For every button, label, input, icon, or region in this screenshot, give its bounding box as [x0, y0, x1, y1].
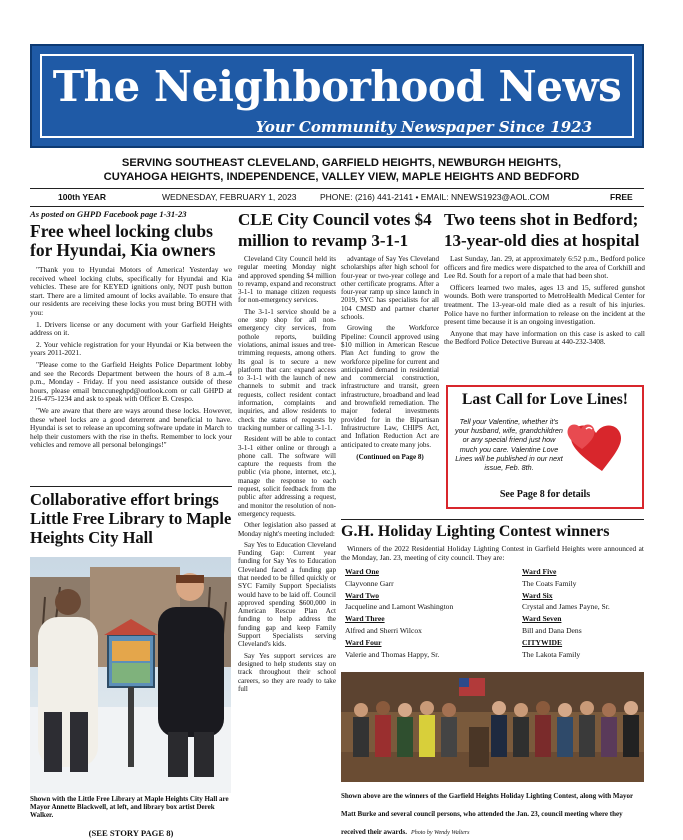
library-headline: Collaborative effort brings Little Free Library to Maple Heights City Hall: [30, 490, 232, 547]
paragraph: "Thank you to Hyundai Motors of America! Yesterday we received wheel locking clubs, specifically for Hyundai and Kia vehicles. These are for KEYED ignitions only, NOT push button start. There are a limited amount of locks available. To ensure that our residents are receiving these locks you must bring BOTH with you:: [30, 265, 232, 317]
paragraph: "We are aware that there are ways around these locks. However, these wheel locks are a good deterrent and beneficial to have. Hyundai is set to release an upcoming software update in March to help their customers with the rise in thefts. Remember to lock your vehicles and remove all personal belongings!": [30, 405, 232, 450]
library-article: [30, 490, 232, 547]
library-caption: Shown with the Little Free Library at Maple Heights City Hall are Mayor Annette Blackwell, at left, and library box artist Derek Walker.: [30, 795, 229, 819]
holiday-caption: Shown above are the winners of the Garfield Heights Holiday Lighting Contest, along with Mayor Matt Burke and several council persons, who attended the Jan. 23, council meeting where they received their awards.: [341, 792, 634, 836]
newspaper-title: The Neighborhood News: [52, 62, 622, 111]
paragraph: "Please come to the Garfield Heights Police Department lobby and see the Records Department between the hours of 8 a.m.-4 p.m., Monday - Friday. If you need assistance outside of these hours, please email bmccuneghpd@outlook.com or call GHPD at 216-475-1234 and ask to speak with Officer B. Crespo.: [30, 359, 232, 404]
library-photo: [30, 557, 231, 793]
ward-label: Ward Five: [522, 567, 557, 576]
holiday-article: [341, 521, 644, 562]
divider: [341, 519, 644, 520]
newspaper-subtitle: Your Community Newspaper Since 1923: [255, 118, 592, 136]
love-headline: Last Call for Love Lines!: [462, 391, 628, 408]
holiday-intro: Winners of the 2022 Residential Holiday Lighting Contest in Garfield Heights were announced at the Monday, Jan. 23, meeting of city council. They are:: [341, 544, 644, 562]
bedford-article: [444, 209, 645, 351]
holiday-winners-photo: [341, 672, 644, 782]
winner-name: Crystal and James Payne, Sr.: [522, 602, 610, 612]
winners-left: [345, 566, 495, 660]
issue-date: WEDNESDAY, FEBRUARY 1, 2023: [162, 192, 297, 202]
ward-label: Ward Two: [345, 590, 380, 600]
masthead-frame: [40, 54, 634, 138]
paragraph: Say Yes to Education Cleveland Funding Gap: Current year funding for Say Yes to Education Cleveland faced a funding gap that needed to be filled quickly or SYC Family Support Specialists would have to be laid off. Council approved spending $600,000 in American Rescue Plan Act funding to help address the funding gap and keep Family Support Specialists serving Cleveland's kids.: [238, 540, 336, 649]
issue-info-bar: [30, 188, 644, 207]
holiday-headline: G.H. Holiday Lighting Contest winners: [341, 523, 610, 540]
serving-line-1: SERVING SOUTHEAST CLEVELAND, GARFIELD HEIGHTS, NEWBURGH HEIGHTS,: [121, 157, 562, 169]
wheel-lock-article: [30, 209, 232, 454]
ward-label: CITYWIDE: [522, 637, 563, 647]
paragraph: 1. Drivers license or any document with your Garfield Heights address on it.: [30, 319, 232, 338]
winner-name: The Lakota Family: [522, 649, 581, 659]
bedford-headline: Two teens shot in Bedford; 13-year-old dies at hospital: [444, 210, 640, 250]
cle-headline: CLE City Council votes $4 million to revamp 3-1-1: [238, 210, 432, 250]
photo-credit: Photo by Wendy Walters: [411, 830, 470, 836]
divider: [30, 486, 232, 487]
cle-body-col-2: [341, 255, 439, 461]
winner-name: Clayvonne Garr: [345, 578, 394, 588]
masthead: [30, 44, 644, 148]
paragraph: 2. Your vehicle registration for your Hyundai or Kia between the years 2011-2021.: [30, 339, 232, 358]
love-body: Tell your Valentine, whether it's your husband, wife, grandchildren or any special friend just how much you care. Valentine Love Lines will be published in our next issue, Feb. 8th.: [455, 417, 563, 473]
ward-label: Ward One: [345, 567, 379, 576]
winner-name: Jacqueline and Lamont Washington: [345, 602, 454, 612]
paragraph: Last Sunday, Jan. 29, at approximately 6:52 p.m., Bedford police officers and fire medics were dispatched to the area of Corkhill and Lee Rd. South for a report of a male that had been shot.: [444, 254, 645, 281]
cle-council-article: [238, 209, 438, 251]
contact-info: PHONE: (216) 441-2141 • EMAIL: NNEWS1923@AOL.COM: [320, 192, 550, 202]
paragraph: Cleveland City Council held its regular meeting Monday night and approved spending $4 million to revamp, expand and reconstruct 3-1-1 to manage citizen requests for non-emergency services.: [238, 255, 336, 305]
paragraph: Other legislation also passed at Monday night's meeting included:: [238, 521, 336, 538]
love-lines-box: [446, 385, 644, 509]
holiday-caption-block: [341, 785, 644, 839]
paragraph: The 3-1-1 service should be a one stop shop for all non-emergency city services, from pothole reports, building violations, animal issues and tree-trimming requests, among others. Its goal is to secure a new platform that can: expand access to 3-1-1 with the launch of new channels to submit and track requests, collect resident contact information, complaints and inquiries, and allow residents to check the status of requests by tracking number or calling 3-1-1.: [238, 307, 336, 432]
price: FREE: [610, 192, 633, 202]
issue-year: 100th YEAR: [58, 192, 107, 202]
cle-body-col-1: [238, 255, 336, 696]
library-caption-block: [30, 795, 232, 838]
winner-name: Alfred and Sherri Wilcox: [345, 625, 422, 635]
see-story-link[interactable]: (SEE STORY PAGE 8): [88, 828, 174, 838]
winner-name: Bill and Dana Dens: [522, 625, 582, 635]
winner-name: Valerie and Thomas Happy, Sr.: [345, 649, 440, 659]
love-see-page: See Page 8 for details: [499, 489, 591, 500]
winners-right: [522, 566, 644, 660]
paragraph: advantage of Say Yes Cleveland scholarships after high school for four-year or two-year college and other certificate programs. After a four-year ramp up since launch in 2019, SYC has specialists for all 104 CMSD and partner charter schools.: [341, 255, 439, 322]
ward-label: Ward Seven: [522, 614, 562, 624]
serving-line-2: CUYAHOGA HEIGHTS, INDEPENDENCE, VALLEY VIEW, MAPLE HEIGHTS AND BEDFORD: [103, 171, 580, 183]
bedford-body: [444, 255, 645, 347]
paragraph: Officers learned two males, ages 13 and 15, suffered gunshot wounds. Both were transported to MetroHealth Medical Center for treatment. The 13-year-old male died as a result of his injuries. Police have no further information to release on the incident at the present time because it is an ongoing investigation.: [444, 282, 645, 327]
paragraph: Growing the Workforce Pipeline: Council approved using $10 million in American Rescue Plan Act funding to grow the workforce pipeline for current and anticipated demand in residential and commercial construction, infrastructure and transit, green infrastructure, broadband and lead and brownfield remediation. The major federal investments provided for in the Bipartisan Infrastructure Law, CHIPS Act, and Inflation Reduction Act are anticipated to create many jobs.: [341, 324, 439, 449]
winner-name: The Coats Family: [522, 578, 577, 588]
paragraph: Resident will be able to contact 3-1-1 either online or through a phone call. The software will capture the requests from the public (via phone, internet, etc.), manage the response to each request, solicit feedback from the public after addressing a request, and monitor the resolution of non-emergency requests.: [238, 435, 336, 518]
paragraph: Say Yes support services are designed to help students stay on track throughout their school careers, so they are ready to take full: [238, 651, 336, 693]
paragraph: Anyone that may have information on this case is asked to call the Bedford Police Detective Bureau at 440-232-3408.: [444, 328, 645, 347]
wheel-body: [30, 266, 232, 450]
ward-label: Ward Four: [345, 637, 382, 647]
ward-label: Ward Six: [522, 590, 553, 600]
wheel-headline: Free wheel locking clubs for Hyundai, Kia owners: [30, 221, 216, 260]
hearts-icon: [566, 419, 638, 475]
serving-area: [0, 156, 683, 184]
article-kicker: As posted on GHPD Facebook page 1-31-23: [30, 209, 187, 219]
continued-link[interactable]: (Continued on Page 8): [356, 452, 424, 461]
ward-label: Ward Three: [345, 614, 385, 624]
